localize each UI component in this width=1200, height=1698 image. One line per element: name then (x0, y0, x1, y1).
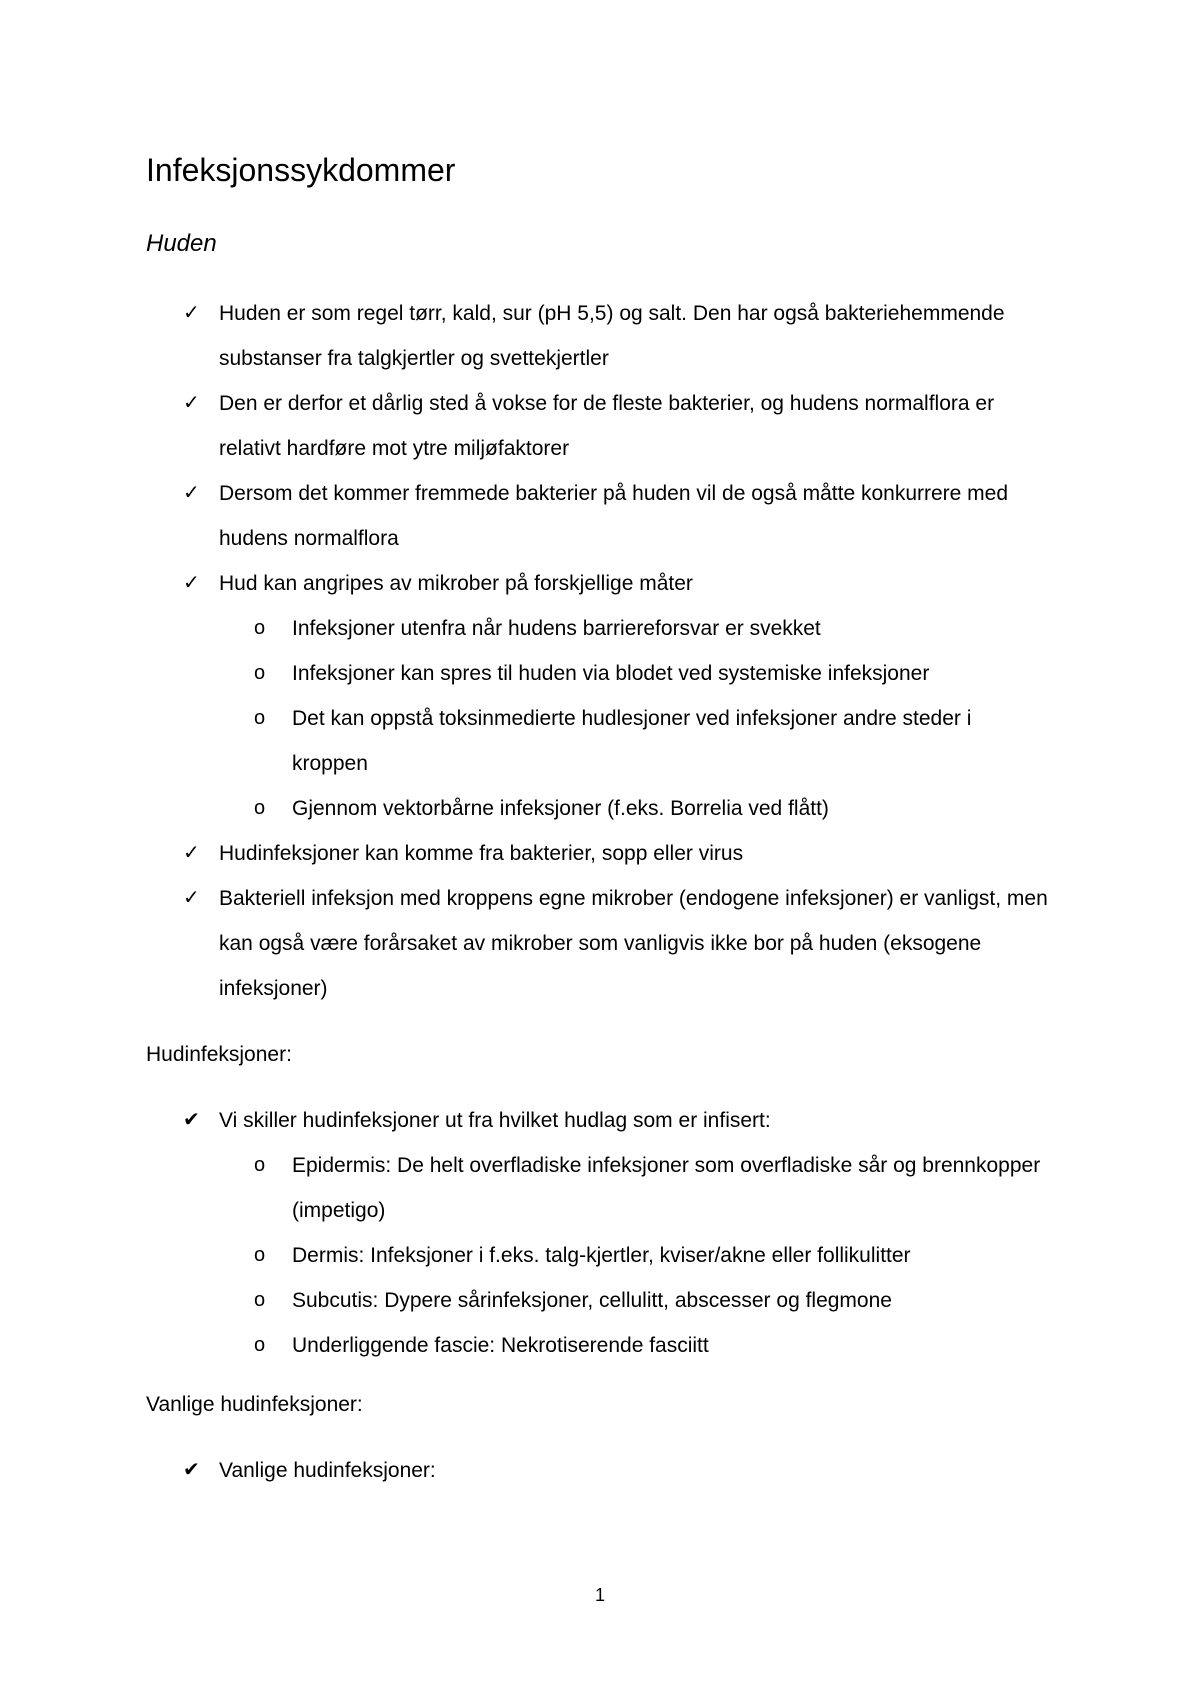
list-item (0, 831, 1059, 876)
circle-bullet-icon: o (254, 1334, 266, 1356)
check-icon: ✓ (183, 887, 200, 909)
circle-bullet-icon: o (254, 797, 266, 819)
list-item (0, 561, 1059, 606)
check-icon: ✓ (183, 392, 200, 414)
sub-list-item-text: Infeksjoner kan spres til huden via blodet ved systemiske infeksjoner (292, 662, 930, 685)
circle-bullet-icon: o (254, 1154, 266, 1176)
heavy-check-icon: ✔ (183, 1459, 200, 1481)
bullet-list-huden (0, 291, 1059, 1011)
list-item-text: Bakteriell infeksjon med kroppens egne mikrober (endogene infeksjoner) er vanligst, men kan også være forårsaket av mikrober som vanligvis ikke bor på huden (eksogene infeksjoner) (219, 887, 1048, 1000)
circle-bullet-icon: o (254, 707, 266, 729)
check-icon: ✓ (183, 572, 200, 594)
list-item (0, 1098, 1059, 1143)
check-icon: ✓ (183, 482, 200, 504)
list-item-text: Dersom det kommer fremmede bakterier på huden vil de også måtte konkurrere med hudens normalflora (219, 482, 1009, 550)
list-item (0, 471, 1059, 561)
list-item (0, 1448, 1059, 1493)
sub-list-item-text: Epidermis: De helt overfladiske infeksjoner som overfladiske sår og brennkopper (impetigo) (292, 1154, 1041, 1222)
sub-list-item-text: Underliggende fascie: Nekrotiserende fasciitt (292, 1334, 709, 1357)
sub-list-item (0, 1323, 1052, 1368)
list-item-text: Huden er som regel tørr, kald, sur (pH 5,5) og salt. Den har også bakteriehemmende substanser fra talgkjertler og svettekjertler (219, 302, 1005, 370)
sub-list-item-text: Subcutis: Dypere sårinfeksjoner, cellulitt, abscesser og flegmone (292, 1289, 892, 1312)
list-item-text: Vanlige hudinfeksjoner: (219, 1459, 436, 1482)
sub-list-item (0, 1278, 1052, 1323)
sub-list-item-text: Infeksjoner utenfra når hudens barriereforsvar er svekket (292, 617, 821, 640)
section-heading-vanlige-hudinfeksjoner: Vanlige hudinfeksjoner: (146, 1393, 363, 1416)
section-heading-hudinfeksjoner: Hudinfeksjoner: (146, 1043, 292, 1066)
list-item-text: Hudinfeksjoner kan komme fra bakterier, sopp eller virus (219, 842, 744, 865)
sub-list-item (0, 1233, 1052, 1278)
list-item-text: Hud kan angripes av mikrober på forskjellige måter (219, 572, 693, 595)
bullet-list-vanlige (0, 1448, 1059, 1493)
sub-list-item (0, 696, 1052, 786)
document-subtitle: Huden (146, 230, 217, 257)
sub-list-item (0, 651, 1052, 696)
circle-bullet-icon: o (254, 1289, 266, 1311)
list-item-text: Den er derfor et dårlig sted å vokse for de fleste bakterier, og hudens normalflora er relativt hardføre mot ytre miljøfaktorer (219, 392, 995, 460)
sub-list-item (0, 786, 1052, 831)
sub-list-item-text: Gjennom vektorbårne infeksjoner (f.eks. Borrelia ved flått) (292, 797, 829, 820)
sub-list-item-text: Det kan oppstå toksinmedierte hudlesjoner ved infeksjoner andre steder i kroppen (292, 707, 972, 775)
page-number: 1 (594, 1585, 605, 1605)
circle-bullet-icon: o (254, 1244, 266, 1266)
document-title: Infeksjonssykdommer (146, 152, 456, 188)
check-icon: ✓ (183, 302, 200, 324)
circle-bullet-icon: o (254, 617, 266, 639)
list-item (0, 876, 1059, 1011)
list-item (0, 291, 1059, 381)
list-item-text: Vi skiller hudinfeksjoner ut fra hvilket hudlag som er infisert: (219, 1109, 771, 1132)
sub-list-item (0, 1143, 1052, 1233)
sub-list-item-text: Dermis: Infeksjoner i f.eks. talg-kjertler, kviser/akne eller follikulitter (292, 1244, 911, 1267)
bullet-list-hudinfeksjoner (0, 1098, 1059, 1368)
list-item (0, 381, 1059, 471)
circle-bullet-icon: o (254, 662, 266, 684)
heavy-check-icon: ✔ (183, 1109, 200, 1131)
sub-list-item (0, 606, 1052, 651)
check-icon: ✓ (183, 842, 200, 864)
